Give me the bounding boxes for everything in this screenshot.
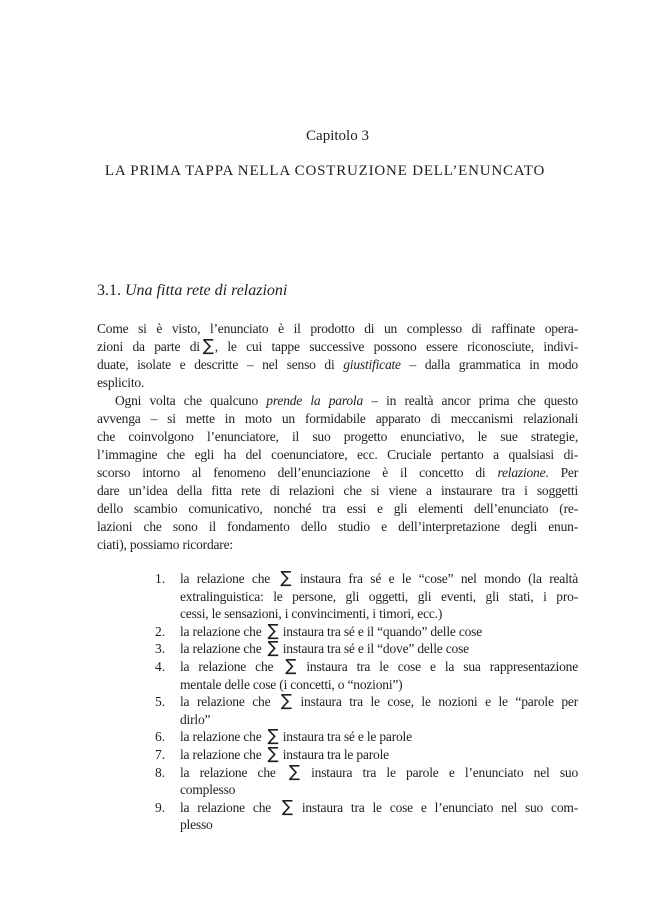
paragraph-intro [97,320,578,392]
list-item-text [180,796,578,834]
text-line: la relazione che ∑ instaura tra le cose e l’enunciato nel suo com- [180,796,578,816]
text-line: la relazione che ∑ instaura tra le cose e la sua rappresentazione [180,655,579,675]
chapter-number: Capitolo 3 [306,128,369,144]
list-item [155,743,578,764]
list-item [155,796,578,834]
list-item-number: 7. [155,746,166,762]
text-line: la relazione che ∑ instaura tra sé e le parole [180,726,412,746]
list-item-number: 1. [155,571,166,586]
text-line: duate, isolate e descritte – nel senso di giustificate – dalla grammatica in modo [97,357,578,372]
list-item-number: 8. [155,764,166,780]
list-item-text [180,570,578,623]
text-line: la relazione che ∑ instaura tra sé e il “dove” delle cose [180,638,469,658]
text-line: l’immagine che egli ha del coenunciatore, ecc. Cruciale pertanto a qualsiasi di- [97,447,578,462]
list-item-number: 5. [155,694,166,710]
text-line: extralinguistica: le persone, gli oggetti, gli eventi, gli stati, i pro- [180,588,578,604]
text-line: dello scambio comunicativo, nonché tra essi e gli elementi dell’enunciato (re- [97,501,578,516]
text-line: la relazione che ∑ instaura tra le cose, le nozioni e le “parole per [180,691,578,711]
list-item-text [180,761,578,799]
text-line: dirlo” [180,711,211,727]
list-item-text [180,655,579,693]
sigma-symbol: ∑ [285,655,297,675]
text-line: la relazione che ∑ instaura tra le parole [180,743,389,763]
text-line: che coinvolgono l’enunciatore, il suo progetto enunciativo, le sue strategie, [97,429,578,444]
text-line: lazioni che sono il fondamento dello studio e dell’interpretazione degli enun- [97,519,578,534]
text-line: zioni da parte di ∑, le cui tappe successive possono essere riconosciute, indivi- [97,336,578,355]
paragraph-relations [97,392,578,554]
text-line: dare un’idea della fitta rete di relazioni che si viene a instaurare tra i soggetti [97,483,578,498]
list-item-number: 6. [155,729,166,745]
text-line: la relazione che ∑ instaura fra sé e le “cose” nel mondo (la realtà [180,568,578,587]
text-line: cessi, le sensazioni, i convincimenti, i timori, ecc.) [180,606,443,622]
section-title: Una fitta rete di relazioni [125,282,288,299]
sigma-symbol: ∑ [267,638,279,658]
text-line: Ogni volta che qualcuno prende la parola – in realtà ancor prima che questo [115,393,578,408]
list-item [155,640,578,658]
list-item [155,728,578,746]
section-number: 3.1. [97,282,121,299]
list-item-number: 4. [155,658,166,674]
text-line: la relazione che ∑ instaura tra le parole e l’enunciato nel suo [180,761,578,781]
chapter-title: LA PRIMA TAPPA NELLA COSTRUZIONE DELL’ENUNCATO [104,163,546,179]
list-item-number: 3. [155,641,166,657]
text-line: avvenga – si mette in moto un formidabile apparato di meccanismi relazionali [97,411,578,426]
list-item [155,620,578,641]
text-line: mentale delle cose (i concetti, o “nozioni”) [180,676,403,692]
list-item-text [180,693,578,728]
body-text [97,320,578,834]
section-heading [97,282,578,300]
list-item [155,655,579,693]
sigma-symbol: ∑ [280,568,292,587]
sigma-symbol: ∑ [202,336,214,355]
sigma-symbol: ∑ [267,620,279,640]
list-item-text [180,640,578,658]
sigma-symbol: ∑ [288,761,300,781]
text-line: la relazione che ∑ instaura tra sé e il “quando” delle cose [180,620,483,640]
list-item-text [180,620,578,641]
text-line: plesso [180,817,213,833]
list-item-text [180,728,578,746]
list-item [155,570,578,623]
sigma-symbol: ∑ [267,743,279,763]
text-line: scorso intorno al fenomeno dell’enunciazione è il concetto di relazione. Per [97,465,578,480]
list-item [155,761,578,799]
list-item [155,693,578,728]
list-item-number: 2. [155,623,166,639]
list-item-number: 9. [155,799,166,815]
sigma-symbol: ∑ [281,796,293,816]
sigma-symbol: ∑ [280,691,292,711]
list-item-text [180,743,578,764]
text-line: esplicito. [97,375,145,390]
text-line: Come si è visto, l’enunciato è il prodotto di un complesso di raffinate opera- [97,321,578,336]
sigma-symbol: ∑ [267,726,279,746]
relations-list [155,570,578,834]
text-line: complesso [180,782,236,798]
text-line: ciati), possiamo ricordare: [97,537,233,552]
